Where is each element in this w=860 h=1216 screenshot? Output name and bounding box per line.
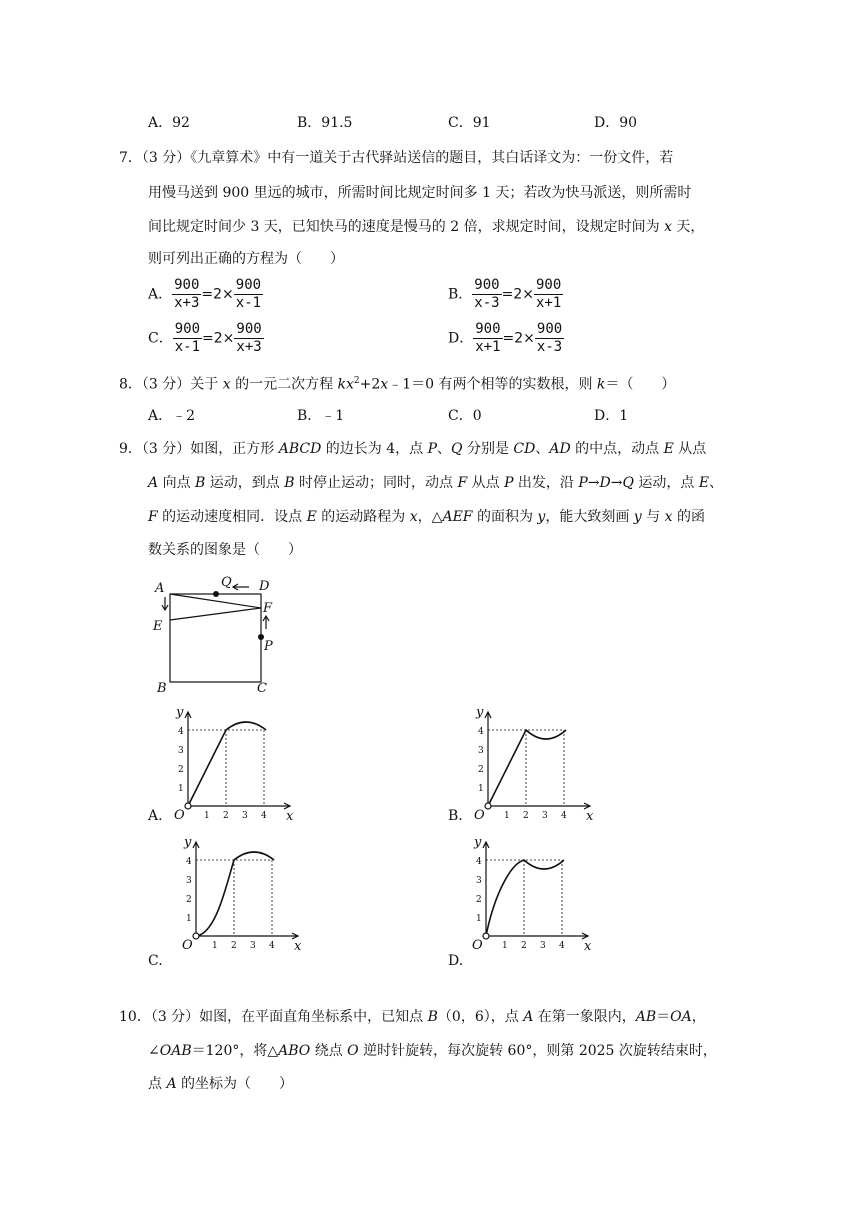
- tick-label-y: 2: [186, 895, 192, 905]
- q7-line-1: 7．（3 分）《九章算术》中有一道关于古代驿站送信的题目，其白话译文为：一份文件，若: [119, 150, 674, 166]
- tick-label-x: 4: [561, 811, 567, 821]
- q7-option-a: A． $\frac{900}{x+3}$ =2× $\frac{900}{x-1}$: [148, 277, 262, 311]
- function-curve: [188, 722, 266, 806]
- tick-label-x: 4: [261, 811, 267, 821]
- label-c: C: [257, 681, 267, 696]
- label-e: E: [153, 619, 163, 634]
- origin-label: O: [472, 938, 483, 951]
- origin-point: [485, 803, 491, 809]
- q9-option-a-label: A.: [148, 808, 163, 824]
- function-curve: [196, 852, 274, 936]
- q7-line-2: 用慢马送到 900 里远的城市，所需时间比规定时间多 1 天；若改为快马派送，则所需时: [148, 185, 692, 201]
- q7-option-c: C． $\frac{900}{x-1}$ =2× $\frac{900}{x+3}$: [148, 321, 262, 355]
- tick-label-x: 2: [523, 811, 529, 821]
- tick-label-x: 4: [269, 941, 275, 951]
- q6-option-a: A．92: [148, 115, 190, 131]
- tick-label-x: 1: [504, 811, 510, 821]
- q8-stem: 8．（3 分）关于 x 的一元二次方程 $kx^2+2x﹣1=0$ 有两个相等的实数根，则 k＝（ ）: [119, 376, 676, 393]
- q9-square-figure: [145, 572, 285, 697]
- q9-option-c-label: C.: [148, 953, 163, 969]
- tick-label-y: 4: [478, 727, 484, 737]
- q10-line-1: 10．（3 分）如图，在平面直角坐标系中，已知点 B（0，6），点 A 在第一象限内，AB＝OA，: [119, 1009, 706, 1025]
- tick-label-y: 3: [476, 876, 482, 886]
- tick-label-y: 3: [178, 746, 184, 756]
- tick-label-y: 4: [178, 727, 184, 737]
- q9-graph-b: [468, 706, 598, 821]
- function-curve: [488, 730, 566, 806]
- y-axis-label: y: [476, 706, 484, 720]
- q7-option-d: D． $\frac{900}{x+1}$ =2× $\frac{900}{x-3}$: [448, 321, 563, 355]
- q6-option-d: D．90: [594, 115, 638, 131]
- origin-label: O: [182, 938, 193, 951]
- q9-line-4: 数关系的图象是（ ）: [148, 542, 302, 558]
- tick-label-x: 3: [540, 941, 546, 951]
- tick-label-x: 2: [231, 941, 237, 951]
- tick-label-y: 3: [478, 746, 484, 756]
- tick-label-x: 1: [204, 811, 210, 821]
- origin-point: [193, 933, 199, 939]
- tick-label-y: 3: [186, 876, 192, 886]
- q9-graph-a: [168, 706, 298, 821]
- q9-graph-c: [176, 836, 306, 951]
- q9-option-d-label: D.: [448, 953, 464, 969]
- q7-option-b: B． $\frac{900}{x-3}$ =2× $\frac{900}{x+1}$: [448, 277, 562, 311]
- q9-line-2: A 向点 B 运动，到点 B 时停止运动；同时，动点 F 从点 P 出发，沿 P→D→Q 运动，点 E、: [148, 475, 724, 491]
- tick-label-y: 2: [178, 765, 184, 775]
- q8-option-a: A．﹣2: [148, 408, 196, 424]
- label-q: Q: [221, 575, 232, 590]
- q7-line-3: 间比规定时间少 3 天，已知快马的速度是慢马的 2 倍，求规定时间，设规定时间为 x 天，: [148, 219, 705, 235]
- tick-label-x: 2: [521, 941, 527, 951]
- tick-label-y: 1: [186, 914, 192, 924]
- q8-option-c: C．0: [448, 408, 482, 424]
- tick-label-x: 4: [559, 941, 565, 951]
- q8-option-b: B．﹣1: [297, 408, 345, 424]
- label-f: F: [263, 601, 273, 616]
- q8-option-d: D．1: [594, 408, 629, 424]
- tick-label-y: 1: [478, 784, 484, 794]
- tick-label-x: 3: [242, 811, 248, 821]
- y-axis-label: y: [176, 706, 184, 720]
- function-curve: [486, 860, 564, 936]
- label-a: A: [155, 581, 165, 596]
- x-axis-label: x: [286, 809, 294, 821]
- tick-label-x: 1: [212, 941, 218, 951]
- label-d: D: [259, 579, 270, 594]
- tick-label-x: 2: [223, 811, 229, 821]
- q6-option-b: B．91.5: [297, 115, 353, 131]
- q9-graph-d: [466, 836, 596, 951]
- q7-line-4: 则可列出正确的方程为（ ）: [148, 251, 344, 267]
- tick-label-y: 4: [476, 857, 482, 867]
- tick-label-y: 2: [478, 765, 484, 775]
- tick-label-y: 4: [186, 857, 192, 867]
- tick-label-x: 3: [250, 941, 256, 951]
- tick-label-x: 3: [542, 811, 548, 821]
- origin-point: [483, 933, 489, 939]
- y-axis-label: y: [474, 836, 482, 850]
- origin-point: [185, 803, 191, 809]
- tick-label-x: 1: [502, 941, 508, 951]
- y-axis-label: y: [184, 836, 192, 850]
- origin-label: O: [174, 808, 185, 821]
- tick-label-y: 1: [476, 914, 482, 924]
- tick-label-y: 2: [476, 895, 482, 905]
- q10-line-3: 点 A 的坐标为（ ）: [148, 1076, 294, 1092]
- label-p: P: [264, 639, 273, 654]
- q9-option-b-label: B.: [448, 808, 463, 824]
- x-axis-label: x: [584, 939, 592, 951]
- q6-option-c: C．91: [448, 115, 491, 131]
- q9-line-1: 9．（3 分）如图，正方形 ABCD 的边长为 4，点 P、Q 分别是 CD、AD 的中点，动点 E 从点: [119, 441, 707, 457]
- x-axis-label: x: [294, 939, 302, 951]
- label-b: B: [157, 681, 167, 696]
- x-axis-label: x: [586, 809, 594, 821]
- q10-line-2: ∠OAB＝120°，将△ABO 绕点 O 逆时针旋转，每次旋转 60°，则第 2025 次旋转结束时，: [148, 1043, 717, 1059]
- origin-label: O: [474, 808, 485, 821]
- tick-label-y: 1: [178, 784, 184, 794]
- q9-line-3: F 的运动速度相同．设点 E 的运动路程为 x，△AEF 的面积为 y，能大致刻画 y 与 x 的函: [148, 509, 705, 525]
